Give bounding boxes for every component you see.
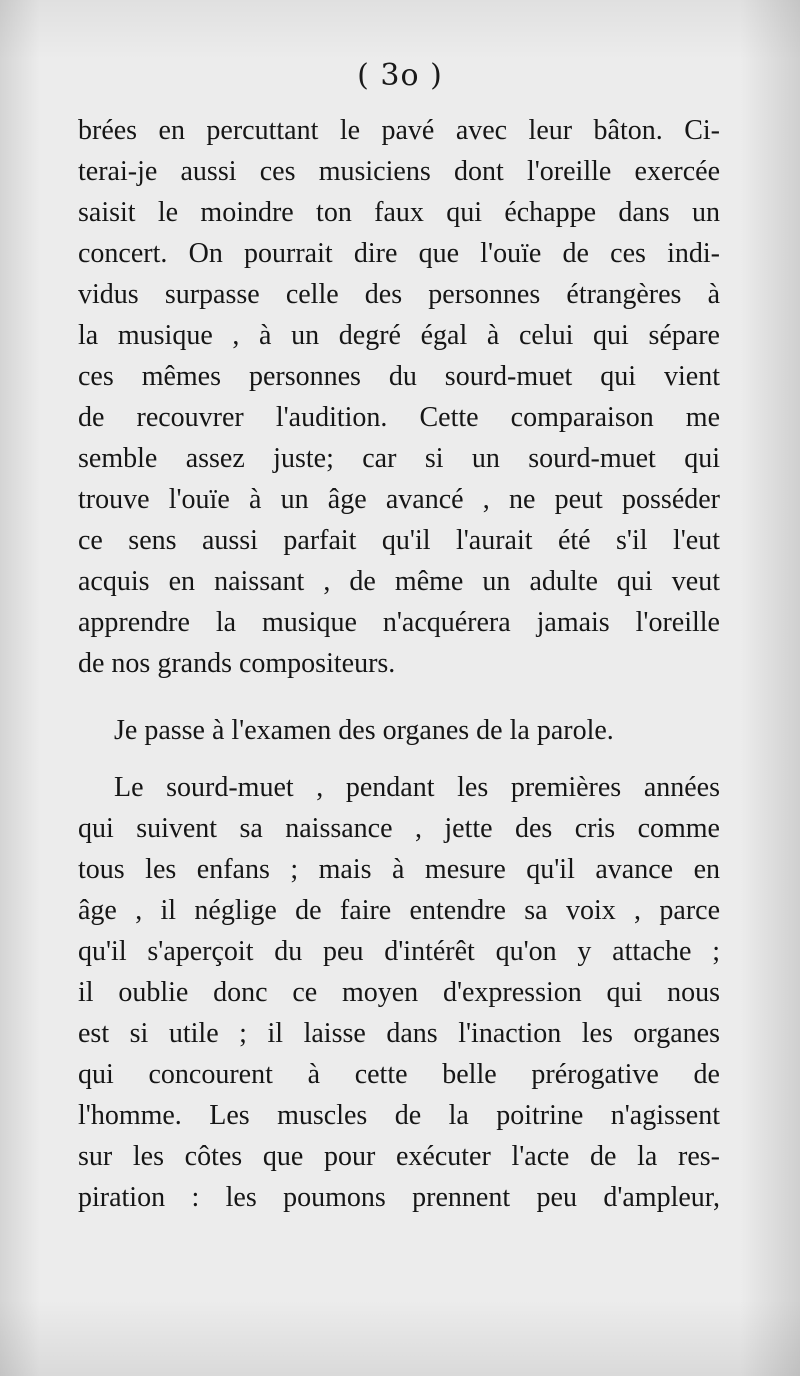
text-line: qui concourent à cette belle prérogative de bbox=[78, 1059, 720, 1090]
text-line: l'homme. Les muscles de la poitrine n'agissent bbox=[78, 1100, 720, 1131]
text-line: il oublie donc ce moyen d'expression qui nous bbox=[78, 977, 720, 1008]
paragraph-1 bbox=[78, 110, 720, 684]
text-line: qu'il s'aperçoit du peu d'intérêt qu'on y attache ; bbox=[78, 936, 720, 967]
text-line: ce sens aussi parfait qu'il l'aurait été s'il l'eut bbox=[78, 525, 720, 556]
text-line: de nos grands compositeurs. bbox=[78, 648, 396, 679]
text-line: ces mêmes personnes du sourd-muet qui vient bbox=[78, 361, 720, 392]
text-line: la musique , à un degré égal à celui qui sépare bbox=[78, 320, 720, 351]
text-line: semble assez juste; car si un sourd-muet qui bbox=[78, 443, 720, 474]
text-line: est si utile ; il laisse dans l'inaction les organes bbox=[78, 1018, 720, 1049]
text-line: qui suivent sa naissance , jette des cris comme bbox=[78, 813, 720, 844]
text-line: Le sourd-muet , pendant les premières années bbox=[114, 772, 720, 803]
text-line: trouve l'ouïe à un âge avancé , ne peut posséder bbox=[78, 484, 720, 515]
text-line: terai-je aussi ces musiciens dont l'oreille exercée bbox=[78, 156, 720, 187]
text-line: âge , il néglige de faire entendre sa voix , parce bbox=[78, 895, 720, 926]
paragraph-2 bbox=[78, 710, 720, 751]
text-line: apprendre la musique n'acquérera jamais l'oreille bbox=[78, 607, 720, 638]
text-line: tous les enfans ; mais à mesure qu'il avance en bbox=[78, 854, 720, 885]
paragraph-3 bbox=[78, 767, 720, 1218]
text-line: concert. On pourrait dire que l'ouïe de ces indi- bbox=[78, 238, 720, 269]
text-line: piration : les poumons prennent peu d'ampleur, bbox=[78, 1182, 720, 1213]
text-line: sur les côtes que pour exécuter l'acte de la res- bbox=[78, 1141, 720, 1172]
text-line: saisit le moindre ton faux qui échappe dans un bbox=[78, 197, 720, 228]
text-line: brées en percuttant le pavé avec leur bâton. Ci- bbox=[78, 115, 720, 146]
page-number: ( 3o ) bbox=[357, 58, 443, 93]
text-line: de recouvrer l'audition. Cette comparaison me bbox=[78, 402, 720, 433]
text-line: acquis en naissant , de même un adulte qui veut bbox=[78, 566, 720, 597]
text-line: vidus surpasse celle des personnes étrangères à bbox=[78, 279, 720, 310]
text-line: Je passe à l'examen des organes de la parole. bbox=[114, 715, 614, 746]
